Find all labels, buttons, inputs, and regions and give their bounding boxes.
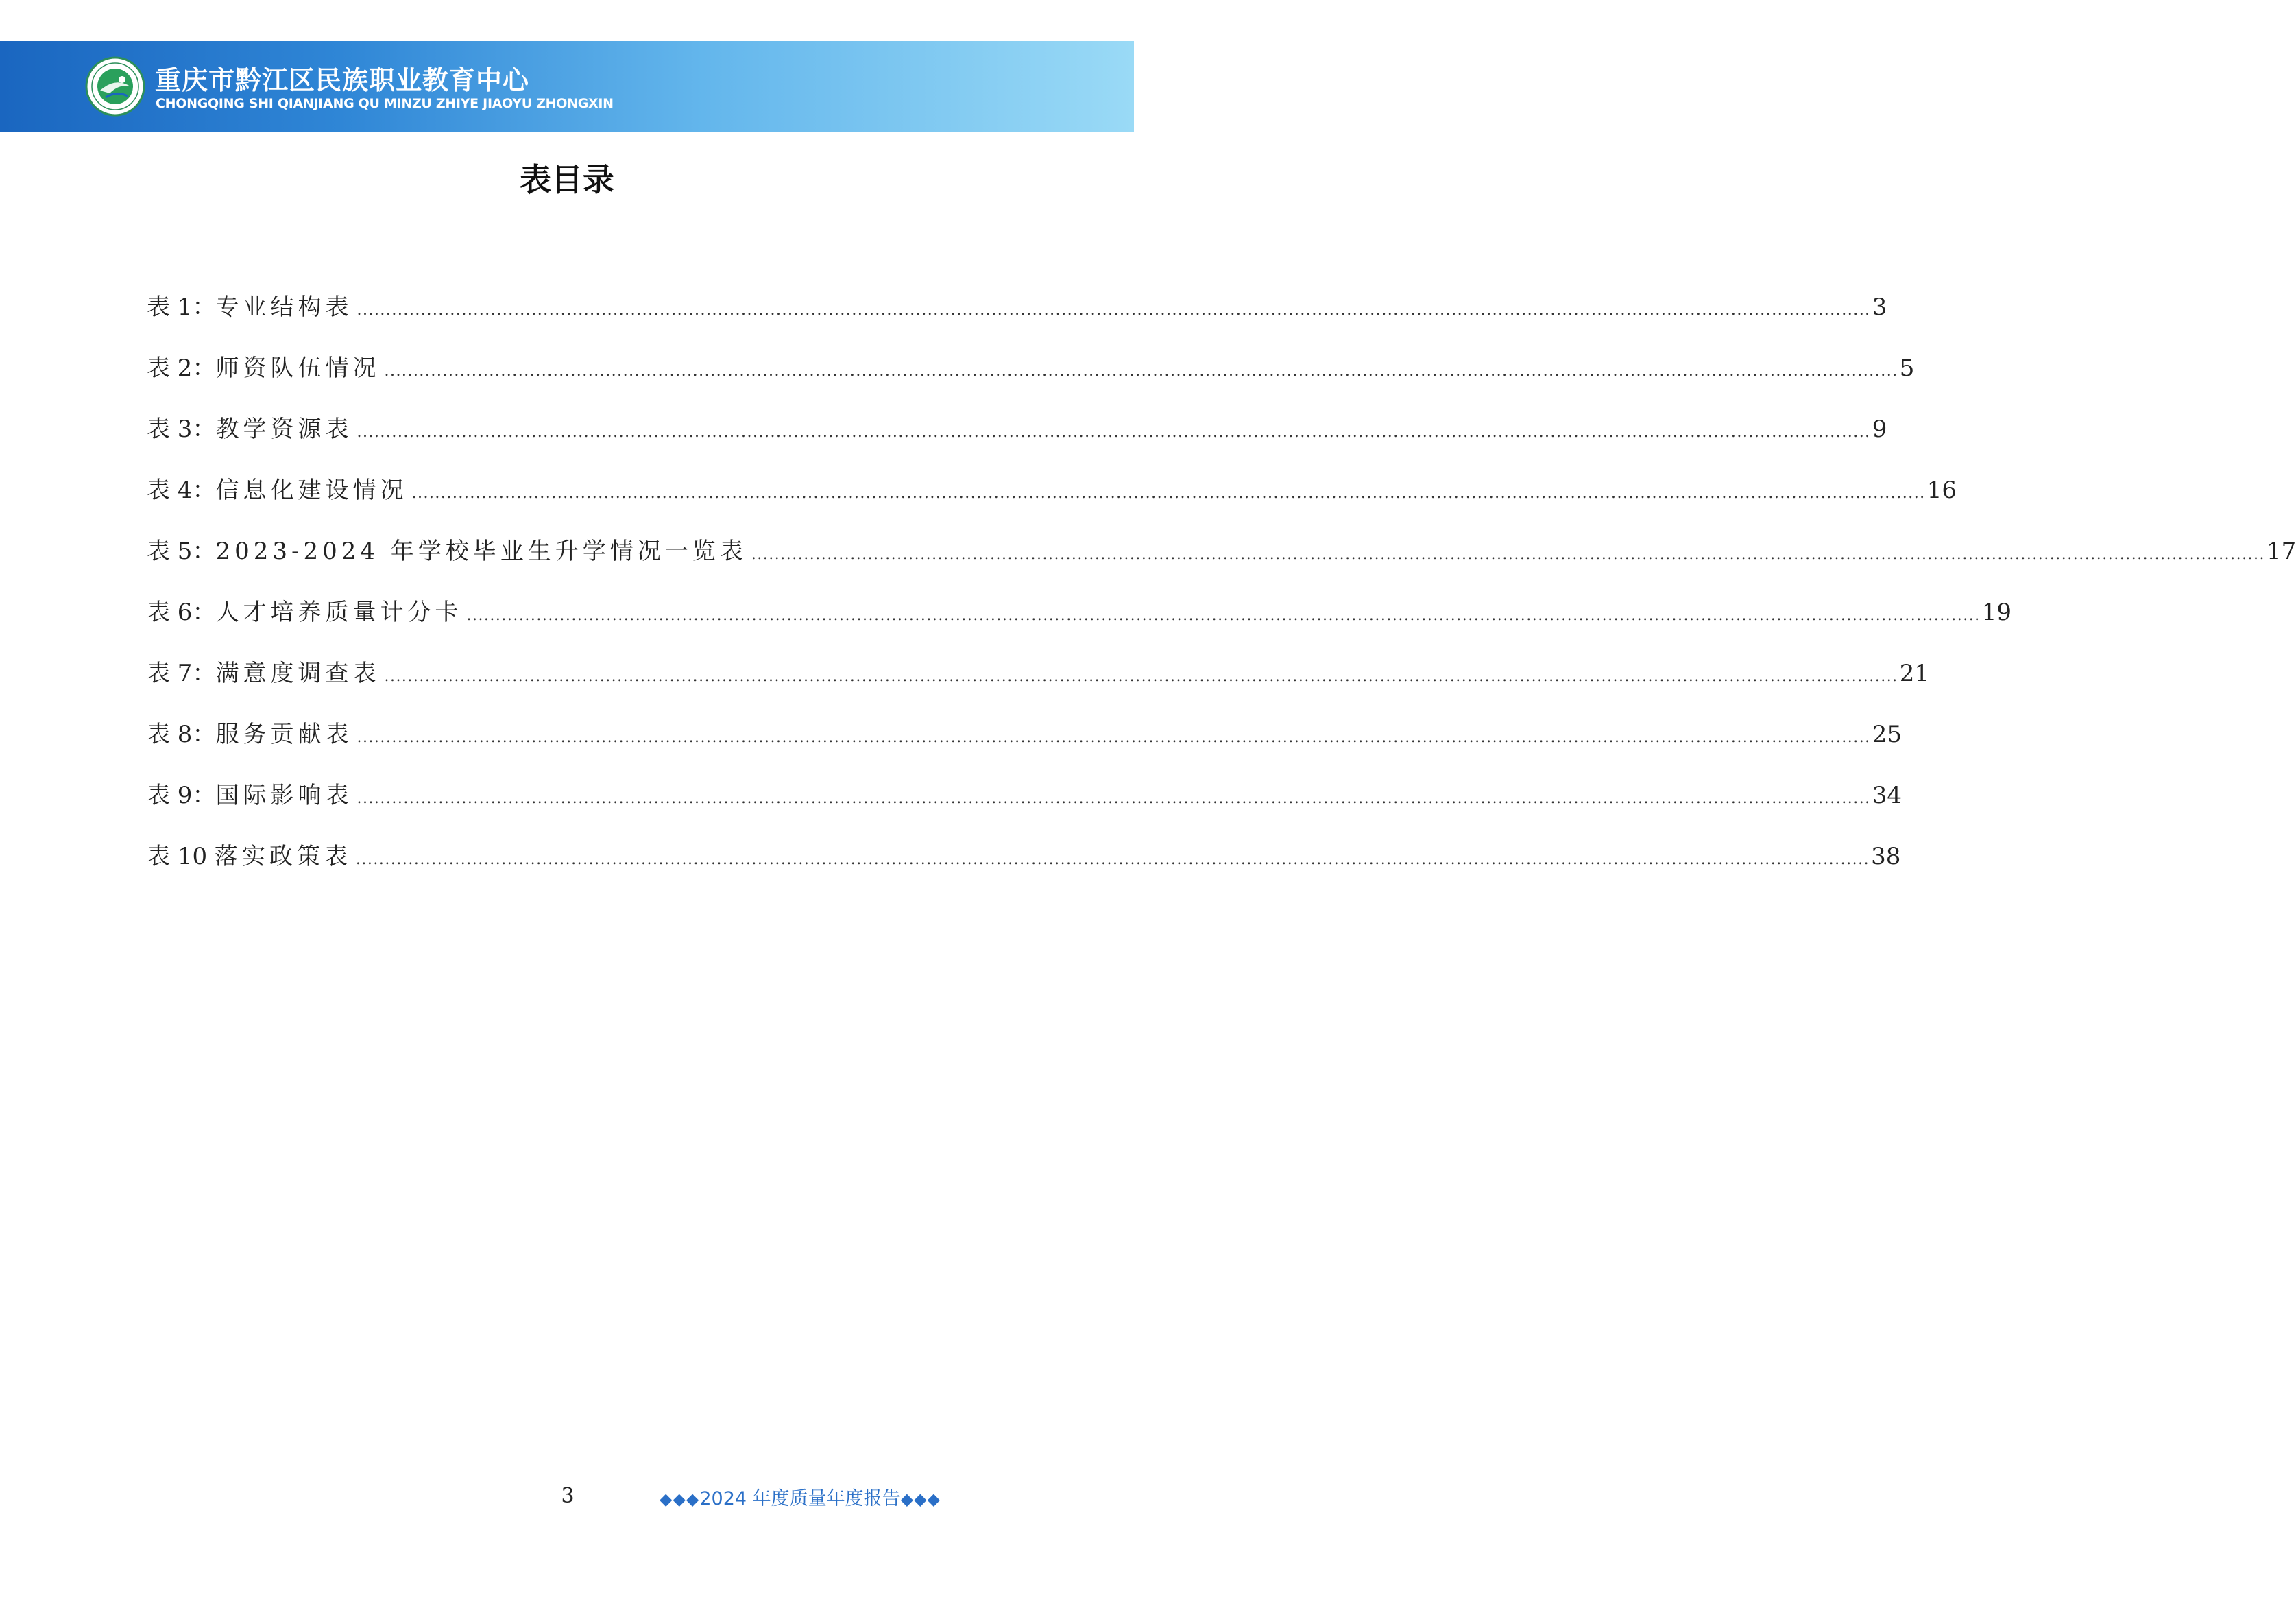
toc-entry-prefix: 表 1：: [147, 294, 216, 321]
toc-dot-leader: ....................................................................................................................................................................................................................................................................: [411, 485, 1926, 502]
school-pinyin: CHONGQING SHI QIANJIANG QU MINZU ZHIYE JIAOYU ZHONGXIN: [156, 96, 614, 111]
toc-entry-page: 19: [1981, 599, 2011, 626]
toc-entry-label: [147, 532, 747, 566]
toc-dot-leader: ....................................................................................................................................................................................................................................................................: [751, 546, 2266, 563]
toc-entry-title: 服务贡献表: [215, 721, 353, 748]
toc-entry-page: 17: [2267, 538, 2296, 565]
toc-entry-title: 教学资源表: [215, 416, 353, 443]
toc-dot-leader: ....................................................................................................................................................................................................................................................................: [357, 790, 1871, 807]
toc-dot-leader: ....................................................................................................................................................................................................................................................................: [384, 668, 1898, 685]
toc-entry[interactable]: [147, 654, 1929, 715]
toc-entry[interactable]: [147, 532, 2296, 593]
diamond-icon: ◆◆◆: [900, 1489, 941, 1509]
toc-entry[interactable]: [147, 349, 1915, 410]
toc-dot-leader: ....................................................................................................................................................................................................................................................................: [357, 729, 1871, 746]
toc-entry-page: 34: [1872, 782, 1902, 809]
toc-entry-prefix: 表 8：: [147, 721, 216, 748]
toc-entry-prefix: 表 5：: [147, 538, 216, 565]
page-title: 表目录: [520, 161, 614, 198]
toc-entry-page: 25: [1872, 721, 1902, 748]
toc-entry-title: 2023-2024 年学校毕业生升学情况一览表: [215, 538, 747, 565]
toc-entry-page: 16: [1926, 477, 1957, 504]
school-name: 重庆市黔江区民族职业教育中心: [155, 65, 530, 95]
toc-entry-prefix: 表 10: [147, 843, 215, 870]
toc-entry-label: [147, 715, 352, 749]
toc-dot-leader: ....................................................................................................................................................................................................................................................................: [357, 424, 1871, 441]
toc-entry[interactable]: [147, 471, 1957, 532]
toc-entry-label: [147, 288, 352, 322]
toc-entry-title: 国际影响表: [215, 782, 353, 809]
page-number: 3: [561, 1484, 575, 1508]
toc-dot-leader: ....................................................................................................................................................................................................................................................................: [384, 363, 1898, 380]
toc-entry-label: [147, 776, 352, 810]
toc-entry-label: [147, 593, 462, 627]
toc-entry-prefix: 表 4：: [147, 477, 216, 504]
toc-entry-label: [147, 349, 380, 383]
diamond-icon: ◆◆◆: [660, 1489, 700, 1509]
footer-report-text: 2024 年度质量年度报告: [699, 1488, 901, 1509]
toc-entry-page: 3: [1872, 294, 1887, 321]
toc-entry-prefix: 表 6：: [147, 599, 216, 626]
toc-entry-title: 落实政策表: [214, 843, 352, 870]
toc-entry[interactable]: [147, 776, 1902, 837]
toc-entry-title: 师资队伍情况: [215, 355, 380, 382]
toc-entry-prefix: 表 3：: [147, 416, 216, 443]
toc-entry-prefix: 表 7：: [147, 660, 216, 687]
toc-entry-label: [147, 654, 380, 688]
toc-entry-prefix: 表 2：: [147, 355, 216, 382]
toc-entry-label: [147, 471, 407, 505]
toc-entry-title: 人才培养质量计分卡: [215, 599, 463, 626]
toc-entry-page: 5: [1899, 355, 1915, 382]
toc-entry[interactable]: [147, 837, 1901, 898]
toc-entry[interactable]: [147, 410, 1887, 471]
toc-entry-label: [147, 410, 352, 444]
footer-report-label: [660, 1483, 941, 1510]
toc-entry-title: 信息化建设情况: [215, 477, 408, 504]
toc-entry-prefix: 表 9：: [147, 782, 216, 809]
school-emblem-icon: [85, 56, 145, 117]
toc-dot-leader: ....................................................................................................................................................................................................................................................................: [355, 851, 1870, 868]
toc-entry-title: 满意度调查表: [215, 660, 380, 687]
toc-entry[interactable]: [147, 288, 1887, 349]
toc-dot-leader: ....................................................................................................................................................................................................................................................................: [466, 607, 1981, 624]
toc-entry-page: 21: [1899, 660, 1929, 687]
toc-entry-page: 9: [1872, 416, 1887, 443]
toc-dot-leader: ....................................................................................................................................................................................................................................................................: [357, 302, 1871, 319]
header-band: [0, 41, 1134, 132]
toc-entry-title: 专业结构表: [215, 294, 353, 321]
toc-entry[interactable]: [147, 715, 1902, 776]
table-of-contents: [147, 288, 2296, 898]
toc-entry-label: [147, 837, 352, 871]
toc-entry-page: 38: [1871, 843, 1901, 870]
toc-entry[interactable]: [147, 593, 2011, 654]
